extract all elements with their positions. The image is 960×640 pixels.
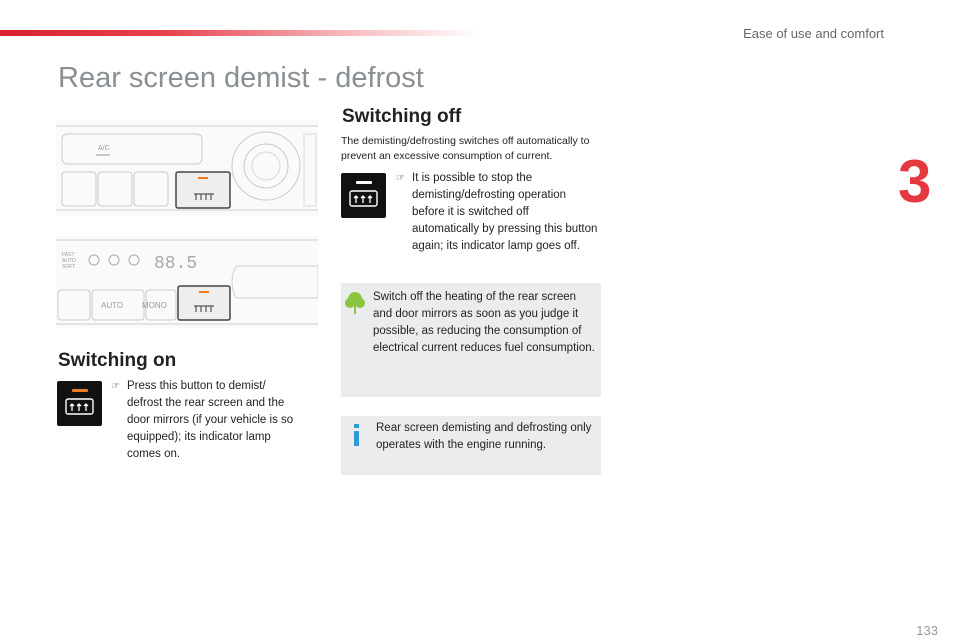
switching-on-heading: Switching on xyxy=(58,350,177,371)
info-note-text: Rear screen demisting and defrosting only operates with the engine running. xyxy=(376,422,592,451)
fast-label: FAST xyxy=(62,252,75,258)
chapter-number: 3 xyxy=(898,148,932,215)
switching-off-instruction xyxy=(396,170,598,255)
rear-demist-button-icon-off xyxy=(341,173,386,218)
tree-icon xyxy=(345,291,365,315)
mono-button-label: MONO xyxy=(142,301,167,310)
page-number: 133 xyxy=(916,623,938,638)
switching-off-heading: Switching off xyxy=(342,106,462,127)
bullet-arrow-icon: ☞ xyxy=(396,173,405,184)
section-label: Ease of use and comfort xyxy=(743,26,884,41)
bullet-arrow-icon: ☞ xyxy=(111,381,120,392)
rear-demist-button-icon-on xyxy=(57,381,102,426)
switching-off-intro: The demisting/defrosting switches off automatically to prevent an excessive consumption of current. xyxy=(341,135,590,162)
dashboard-upper-illustration xyxy=(56,120,318,216)
soft-label: SOFT xyxy=(62,264,76,270)
switching-off-text: It is possible to stop the demisting/defrosting operation before it is switched off automatically by pressing this button again; its indicator lamp goes off. xyxy=(412,172,598,252)
page-title: Rear screen demist - defrost xyxy=(58,62,424,94)
rear-demist-icon xyxy=(348,189,379,209)
eco-note-text: Switch off the heating of the rear screen and door mirrors as soon as you judge it possible, as reducing the consumption of electrical current reduces fuel consumption. xyxy=(373,291,595,354)
auto-button-label: AUTO xyxy=(101,301,124,310)
rear-demist-icon xyxy=(64,397,95,417)
dashboard-lower-illustration xyxy=(56,236,318,328)
temperature-display: 88.5 xyxy=(154,254,198,274)
info-note-box xyxy=(341,416,601,475)
eco-note-box xyxy=(341,283,601,397)
ac-label: A/C xyxy=(98,145,110,152)
header-accent-bar xyxy=(0,30,480,36)
info-icon xyxy=(351,424,363,446)
auto-mode-label: AUTO xyxy=(62,258,76,264)
switching-on-instruction xyxy=(111,378,303,463)
switching-on-text: Press this button to demist/ defrost the rear screen and the door mirrors (if your vehicle is so equipped); its indicator lamp comes on. xyxy=(127,380,294,460)
